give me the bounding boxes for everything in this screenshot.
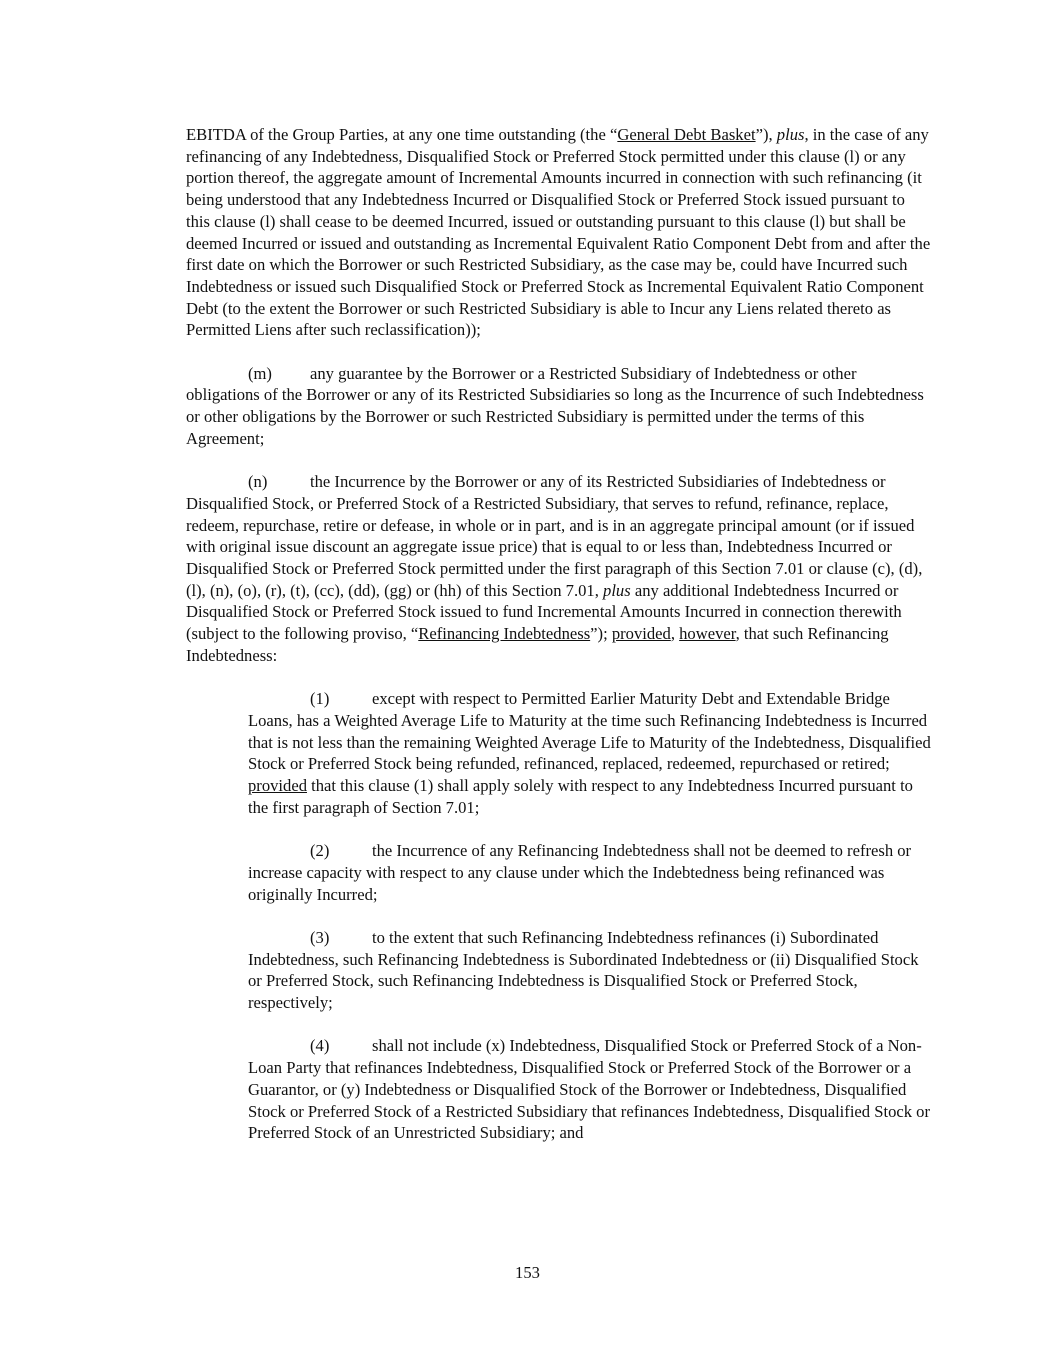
clause-label: (n): [248, 472, 268, 492]
subclause-text: shall not include (x) Indebtedness, Disqualified Stock or Preferred Stock of a Non-Loan Party that refinances Indebtedness, Disqualified Stock or Preferred Stock of the Borrower or a Guarantor, or (y) Indebtedness or Disqualified Stock of the Borrower or Indebtedness, Disqualified Stock or Preferred Stock of a Restricted Subsidiary that refinances Indebtedness, Disqualified Stock or Preferred Stock of an Unrestricted Subsidiary; and: [248, 1036, 931, 1143]
subclause-text: the Incurrence of any Refinancing Indebtedness shall not be deemed to refresh or increase capacity with respect to any clause under which the Indebtedness being refinanced was originally Incurred;: [248, 841, 912, 904]
subclause-2: [248, 840, 932, 905]
clause-text: any guarantee by the Borrower or a Restricted Subsidiary of Indebtedness or other obligations of the Borrower or any of its Restricted Subsidiaries so long as the Incurrence of such Indebtedness or other obligations by the Borrower or such Restricted Subsidiary is permitted under the terms of this Agreement;: [186, 363, 924, 448]
italic-plus: plus: [603, 580, 631, 600]
provided-term: provided: [611, 624, 671, 644]
clause-label: (m): [248, 363, 272, 383]
subclause-4: [248, 1035, 932, 1144]
italic-plus: plus: [776, 125, 805, 144]
text-run: except with respect to Permitted Earlier Maturity Debt and Extendable Bridge Loans, has a Weighted Average Life to Maturity at the time such Refinancing Indebtedness is Incurred that is not less than the remaining Weighted Average Life to Maturity of the Indebtedness, Disqualified Stock or Preferred Stock being refunded, refinanced, replaced, redeemed, repurchased or retired;: [248, 689, 931, 774]
text-run: EBITDA of the Group Parties, at any one time outstanding (the “: [186, 125, 618, 144]
paragraph-l-continued: [186, 124, 932, 341]
text-run: that this clause (1) shall apply solely with respect to any Indebtedness Incurred pursuant to the first paragraph of Section 7.01;: [248, 776, 913, 817]
text-run: any additional Indebtedness Incurred or Disqualified Stock or Preferred Stock issued to fund Incremental Amounts Incurred in connection therewith (subject to the following proviso, “: [186, 580, 902, 644]
subclause-label: (3): [310, 927, 330, 947]
text-run: ”);: [590, 624, 612, 644]
text-run: ”),: [755, 125, 777, 144]
subclause-label: (1): [310, 689, 330, 709]
text-run: , in the case of any refinancing of any Indebtedness, Disqualified Stock or Preferred Stock permitted under this clause (l) or any portion thereof, the aggregate amount of Incremental Amounts incurred in connection with such refinancing (it being understood that any Indebtedness Incurred or Disqualified Stock or Preferred Stock issued pursuant to this clause (l) shall cease to be deemed Incurred, issued or outstanding pursuant to this clause (l) but shall be deemed Incurred or issued and outstanding as Incremental Equivalent Ratio Component Debt from and after the first date on which the Borrower or such Restricted Subsidiary, as the case may be, could have Incurred such Indebtedness or issued such Disqualified Stock or Preferred Stock as Incremental Equivalent Ratio Component Debt (to the extent the Borrower or such Restricted Subsidiary is able to Incur any Liens related thereto as Permitted Liens after such reclassification));: [186, 125, 931, 340]
defined-term: Refinancing Indebtedness: [418, 624, 591, 644]
page-number: 153: [515, 1263, 540, 1282]
defined-term: General Debt Basket: [617, 125, 756, 144]
text-run: the Incurrence by the Borrower or any of its Restricted Subsidiaries of Indebtedness or Disqualified Stock, or Preferred Stock of a Restricted Subsidiary, that serves to refund, refinance, replace, redeem, repurchase, retire or defease, in whole or in part, and is in an aggregate principal amount (or if issued with original issue discount an aggregate issue price) that is equal to or less than, Indebtedness Incurred or Disqualified Stock or Preferred Stock permitted under the first paragraph of this Section 7.01 or clause (c), (d), (l), (n), (o), (r), (t), (cc), (dd), (gg) or (hh) of this Section 7.01,: [186, 472, 923, 600]
clause-m: [186, 363, 932, 450]
document-page: [186, 124, 932, 1166]
subclause-1: [248, 688, 932, 818]
however-term: however: [679, 624, 736, 644]
subclause-3: [248, 927, 932, 1014]
subclause-label: (4): [310, 1036, 330, 1056]
text-run: , that such Refinancing Indebtedness:: [186, 624, 889, 665]
subclause-text: to the extent that such Refinancing Indebtedness refinances (i) Subordinated Indebtedness, such Refinancing Indebtedness is Subordinated Indebtedness or (ii) Disqualified Stock or Preferred Stock, such Refinancing Indebtedness is Disqualified Stock or Preferred Stock, respectively;: [248, 927, 919, 1013]
provided-term: provided: [248, 776, 307, 796]
text-run: ,: [670, 624, 680, 644]
clause-n: [186, 471, 932, 666]
subclause-label: (2): [310, 841, 330, 861]
